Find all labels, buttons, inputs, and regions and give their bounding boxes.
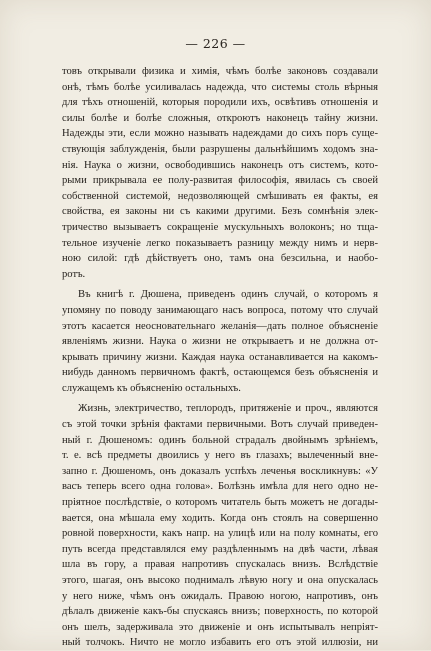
text-line: ротъ. [62, 268, 86, 280]
text-line: ною силой: гдѣ дѣйствуетъ оно, тамъ она безсильна, и наобо- [62, 253, 378, 265]
text-line: шла въ гору, а правая напротивъ спускалась внизъ. Вслѣдствіе [62, 559, 378, 571]
text-line: нибудь данномъ первичномъ фактѣ, остающемся безъ объясненія и [62, 367, 378, 379]
text-line: тельное изученіе легко показываетъ разницу между нимъ и нерв- [62, 237, 378, 249]
text-line: т. е. всѣ предметы двоились у него въ глазахъ; вылеченный вне- [62, 450, 378, 462]
paragraph [62, 64, 378, 282]
text-line: силы болѣе и болѣе сложныя, откроютъ наконецъ тайну жизни. [62, 112, 378, 124]
page-number: — 226 — [185, 36, 246, 51]
text-line: пріятное послѣдствіе, о которомъ читатель быть можетъ не догады- [62, 497, 378, 509]
paragraph [62, 287, 378, 396]
text-line: съ этой точки зрѣнія фактами первичными. Вотъ случай приведен- [62, 419, 378, 431]
text-line: путь всегда представлялся ему раздѣленнымъ на двѣ части, лѣвая [62, 543, 378, 555]
text-line: Жизнь, электричество, теплородъ, притяженіе и проч., являются [78, 403, 378, 415]
text-line: рыми прикрывала ее полу-развитая философія, явилась съ своей [62, 175, 378, 187]
text-line: ровной поверхности, какъ напр. на улицѣ или на полу комнаты, его [62, 528, 378, 540]
text-line: ный г. Дюшеномъ: одинъ больной страдалъ двойнымъ зрѣніемъ, [62, 434, 378, 446]
text-line: Въ книгѣ г. Дюшена, приведенъ одинъ случай, о которомъ я [78, 289, 378, 301]
text-line: упомяну по поводу занимающаго насъ вопроса, потому что случай [62, 304, 378, 316]
text-line: вается, она мѣшала ему ходить. Когда онъ стоялъ на совершенно [62, 512, 378, 524]
text-line: тричество вызываетъ сокращеніе мускульныхъ волоконъ; но тща- [62, 221, 378, 233]
text-line: этого, шагая, онъ высоко поднималъ лѣвую ногу и она опускалась [62, 575, 378, 586]
text-line: запно г. Дюшеномъ, онъ доказалъ успѣхъ леченья воскликнувъ: «У [62, 465, 378, 477]
text-line: собственной системой, недозволяющей смѣшивать ея факты, ея [62, 190, 378, 202]
text-line: онъ шелъ, задерживала это движеніе и онъ испытывалъ непріят- [62, 621, 378, 633]
text-line: этотъ касается неосновательнаго желанія—дать полное объясненіе [62, 320, 378, 332]
text-line: нія. Наука о жизни, освободившись наконецъ отъ системъ, кото- [62, 159, 378, 171]
text-line: васъ теперь всего одна голова». Болѣзнь имѣла для него одно не- [62, 481, 378, 493]
text-line: для тѣхъ отношеній, которыя породили ихъ, освѣтивъ отношенія и [62, 97, 378, 109]
body-text [62, 64, 378, 651]
text-line: товъ открывали физика и химія, чѣмъ болѣе законовъ создавали [62, 66, 378, 77]
text-line: свойства, ея законы ни съ какими другими. Безъ сомнѣнія элек- [62, 206, 378, 218]
text-line: ствующія заблужденія, были разрушены дальнѣйшимъ ходомъ зна- [62, 143, 378, 155]
text-line: ный толчокъ. Ничто не могло избавить его отъ этой иллюзіи, ни [62, 637, 378, 649]
text-line: явленіямъ жизни. Наука о жизни не открываетъ и не должна от- [62, 336, 378, 348]
text-line: Надежды эти, если можно называть надеждами до сихъ поръ суще- [62, 128, 378, 140]
text-line: служащемъ къ объясненію остальныхъ. [62, 382, 241, 394]
text-line: дѣлалъ движеніе какъ-бы спускаясь внизъ; поверхность, по которой [62, 606, 378, 618]
text-line: у него ниже, чѣмъ онъ ожидалъ. Правою ногою, напротивъ, онъ [62, 590, 378, 602]
text-line: крывать причину жизни. Каждая наука останавливается на какомъ- [62, 351, 378, 363]
text-line: онѣ, тѣмъ болѣе усиливалась надежда, что системы столь вѣрныя [62, 81, 378, 93]
paragraph [62, 401, 378, 651]
